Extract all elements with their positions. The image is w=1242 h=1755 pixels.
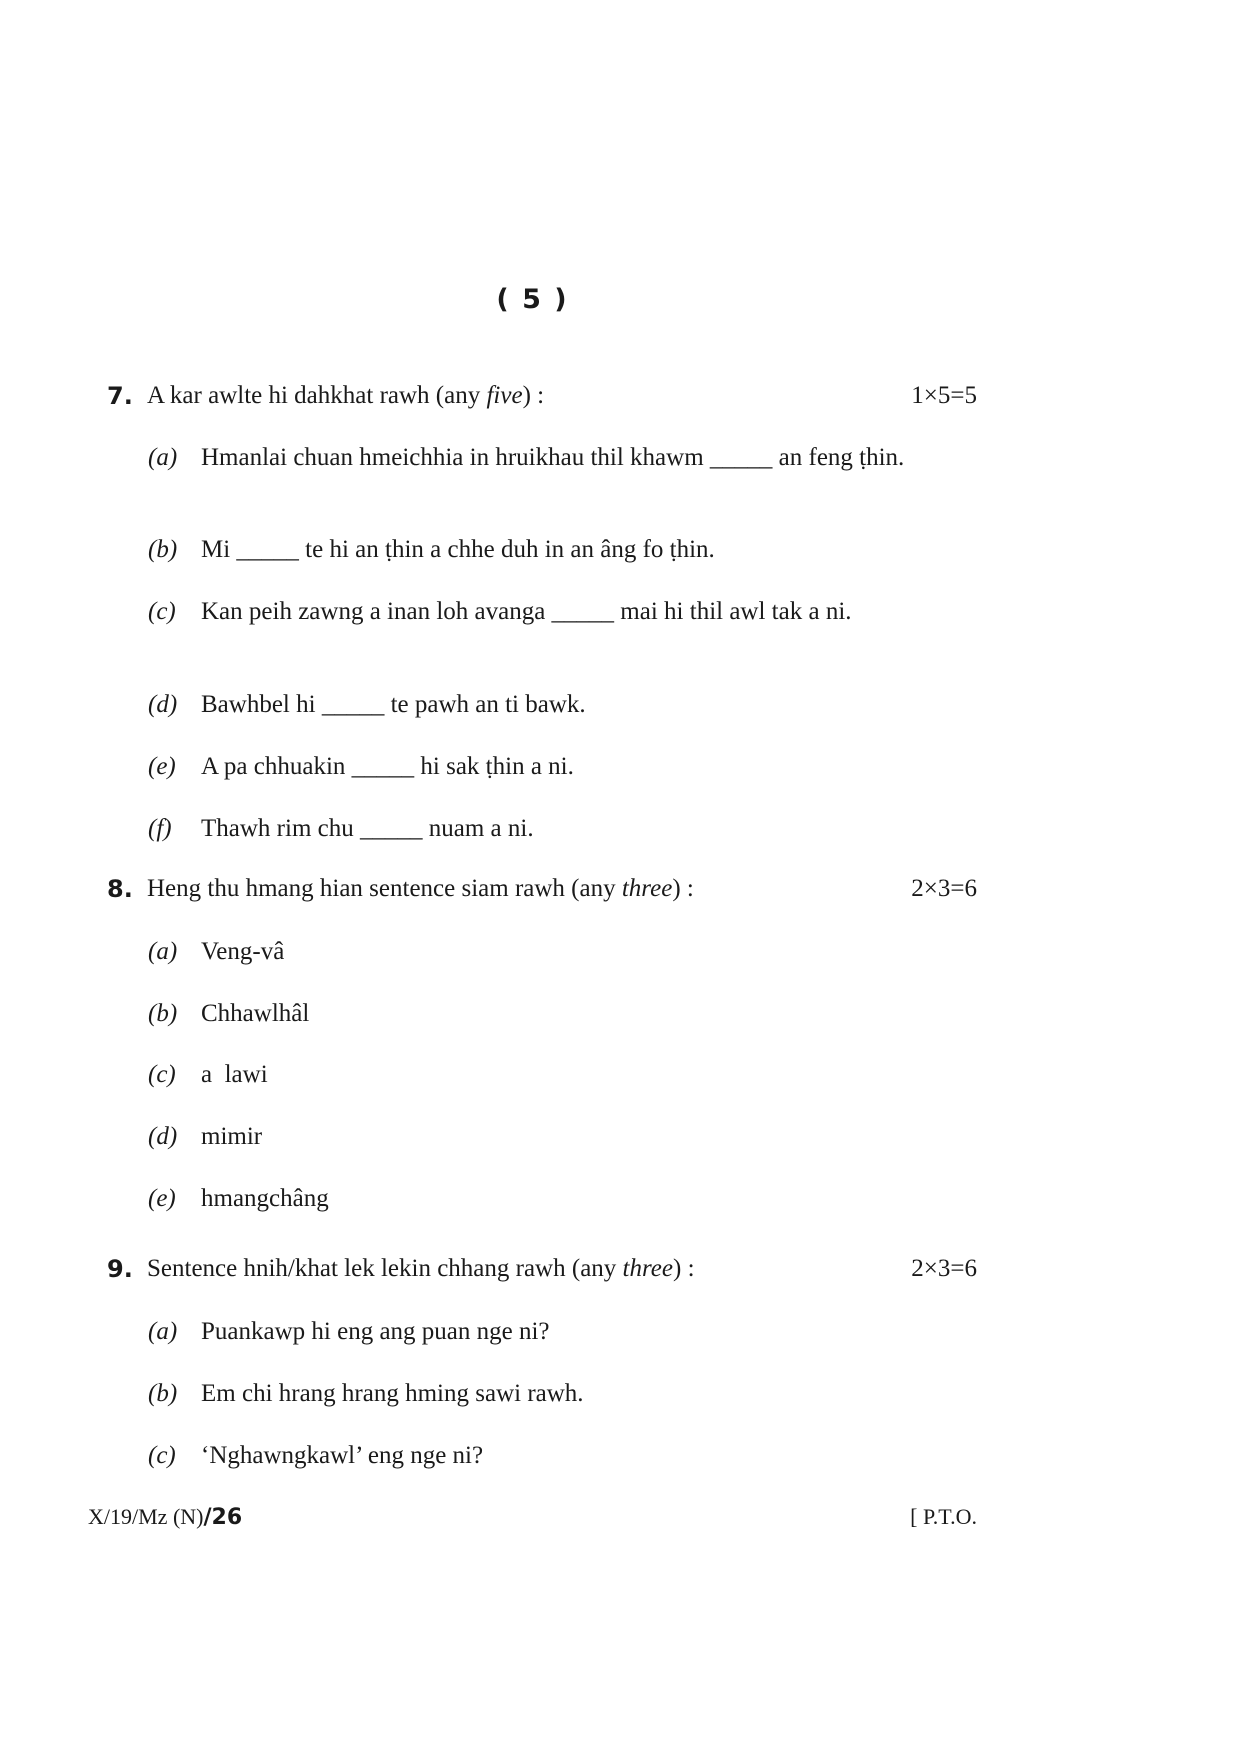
option-text: Veng-vâ xyxy=(201,938,285,965)
question-text xyxy=(147,874,694,904)
option-label: (b) xyxy=(148,536,178,563)
question-marks: 2×3=6 xyxy=(911,1255,977,1282)
question-text-part: Sentence hnih/khat lek lekin chhang rawh (any xyxy=(147,1255,623,1282)
question-text-part: A kar awlte hi dahkhat rawh (any xyxy=(147,382,487,409)
option-text: Kan peih zawng a inan loh avanga _____ mai hi thil awl tak a ni. xyxy=(201,598,852,625)
question-number: 7. xyxy=(107,382,133,410)
paper-code-suffix: /26 xyxy=(203,1505,243,1530)
option-label: (b) xyxy=(148,1000,178,1027)
option-text: a lawi xyxy=(201,1061,268,1088)
pto-label: [ P.T.O. xyxy=(910,1504,977,1529)
question-text xyxy=(147,1254,695,1284)
question-text-part: ) : xyxy=(672,875,694,902)
paper-code-prefix: X/19/Mz (N) xyxy=(88,1504,204,1529)
question-text-emphasis: five xyxy=(486,382,523,409)
option-text: ‘Nghawngkawl’ eng nge ni? xyxy=(201,1442,484,1469)
paper-code xyxy=(88,1504,242,1530)
option-text: Puankawp hi eng ang puan nge ni? xyxy=(201,1318,550,1345)
option-text: Bawhbel hi _____ te pawh an ti bawk. xyxy=(201,691,586,718)
option-label: (a) xyxy=(148,1318,178,1345)
option-text: Thawh rim chu _____ nuam a ni. xyxy=(201,815,534,842)
option-label: (a) xyxy=(148,444,178,471)
option-label: (e) xyxy=(148,753,176,780)
question-text-part: ) : xyxy=(673,1255,695,1282)
question-text-emphasis: three xyxy=(621,875,673,902)
question-number: 9. xyxy=(107,1255,133,1283)
option-text: Mi _____ te hi an ṭhin a chhe duh in an âng fo ṭhin. xyxy=(201,536,715,563)
option-text: hmangchâng xyxy=(201,1185,329,1212)
option-label: (e) xyxy=(148,1185,176,1212)
option-label: (b) xyxy=(148,1380,178,1407)
option-text: Chhawlhâl xyxy=(201,1000,310,1027)
question-marks: 2×3=6 xyxy=(911,875,977,902)
option-label: (d) xyxy=(148,691,178,718)
option-label: (c) xyxy=(148,1442,176,1469)
question-text-emphasis: three xyxy=(622,1255,673,1282)
question-text-part: ) : xyxy=(522,382,545,409)
option-label: (d) xyxy=(148,1123,178,1150)
question-text-part: Heng thu hmang hian sentence siam rawh (any xyxy=(147,875,622,902)
option-label: (c) xyxy=(148,598,176,625)
question-marks: 1×5=5 xyxy=(911,382,977,409)
option-text: Hmanlai chuan hmeichhia in hruikhau thil khawm _____ an feng ṭhin. xyxy=(201,444,905,471)
option-text: A pa chhuakin _____ hi sak ṭhin a ni. xyxy=(201,753,574,780)
option-label: (a) xyxy=(148,938,178,965)
option-label: (f) xyxy=(148,815,172,842)
option-text: Em chi hrang hrang hming sawi rawh. xyxy=(201,1380,584,1407)
question-text xyxy=(147,381,544,411)
option-text: mimir xyxy=(201,1123,263,1150)
question-number: 8. xyxy=(107,875,133,903)
page-number: ( 5 ) xyxy=(496,284,569,315)
option-label: (c) xyxy=(148,1061,176,1088)
